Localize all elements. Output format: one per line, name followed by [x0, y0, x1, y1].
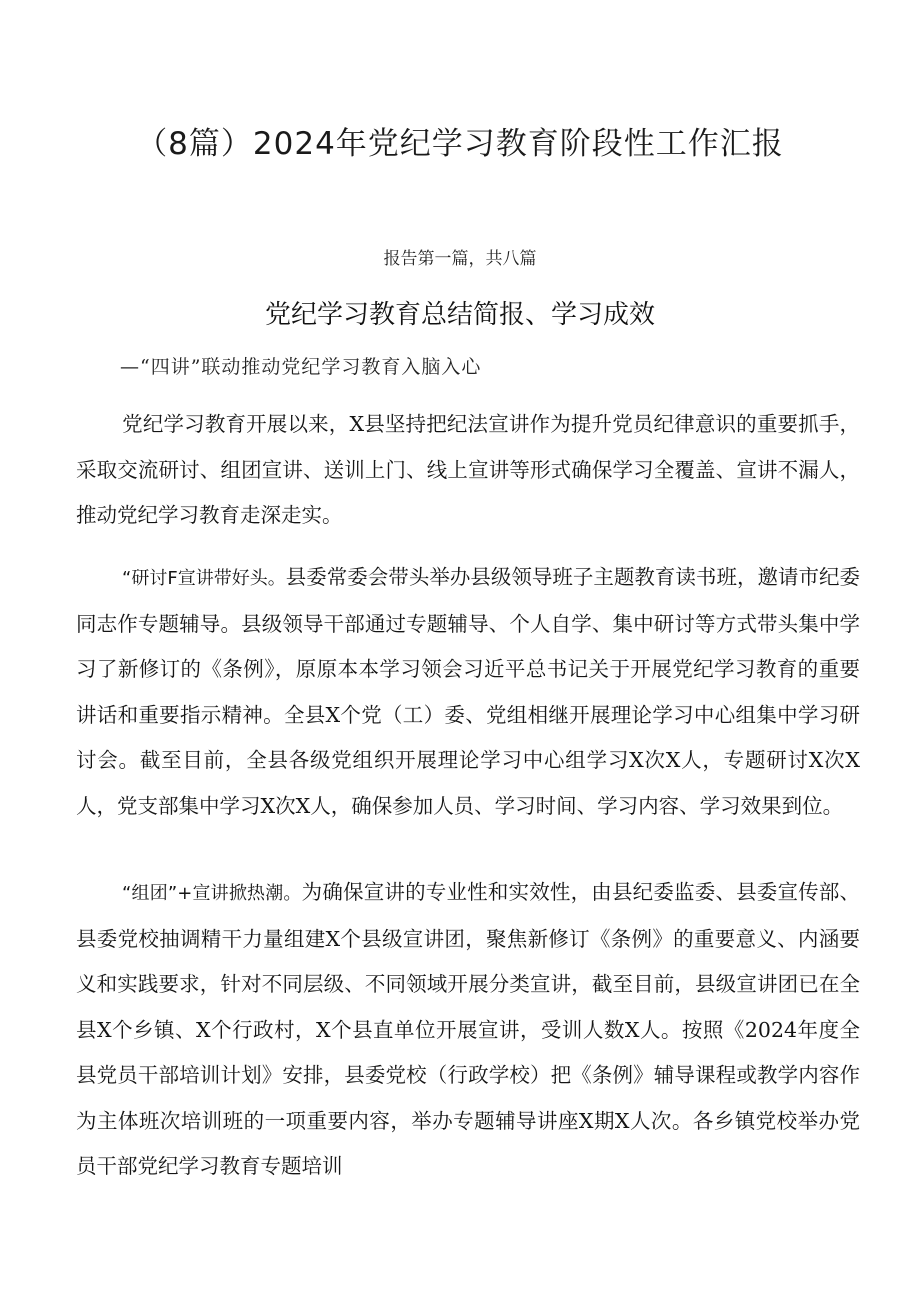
paragraph-lead: “研讨F宣讲带好头。 [122, 568, 286, 589]
part-label: 报告第一篇，共八篇 [383, 249, 537, 269]
paragraph-lead: “组团”+宣讲掀热潮。 [122, 883, 302, 904]
section-tagline: —“四讲”联动推动党纪学习教育入脑入心 [120, 356, 482, 378]
paragraph-text: 为确保宣讲的专业性和实效性，由县纪委监委、县委宣传部、县委党校抽调精干力量组建X个县级宣讲团，聚焦新修订《条例》的重要意义、内涵要义和实践要求，针对不同层级、不同领域开展分类宣讲，截至目前，县级宣讲团已在全县X个乡镇、X个行政村，X个县直单位开展宣讲，受训人数X人。按照《2024年度全县党员干部培训计划》安排，县委党校（行政学校）把《条例》辅导课程或教学内容作为主体班次培训班的一项重要内容，举办专题辅导讲座X期X人次。各乡镇党校举办党员干部党纪学习教育专题培训 [76, 880, 861, 1178]
paragraph-2 [76, 555, 860, 829]
paragraph-text: 县委常委会带头举办县级领导班子主题教育读书班，邀请市纪委同志作专题辅导。县级领导干部通过专题辅导、个人自学、集中研讨等方式带头集中学习了新修订的《条例》，原原本本学习领会习近平总书记关于开展党纪学习教育的重要讲话和重要指示精神。全县X个党（工）委、党组相继开展理论学习中心组集中学习研讨会。截至目前，全县各级党组织开展理论学习中心组学习X次X人，专题研讨X次X人，党支部集中学习X次X人，确保参加人员、学习时间、学习内容、学习效果到位。 [76, 565, 860, 818]
section-heading: 党纪学习教育总结简报、学习成效 [264, 300, 655, 330]
paragraph-1 [76, 402, 860, 539]
document-title: （8篇）2024年党纪学习教育阶段性工作汇报 [136, 126, 784, 162]
paragraph-3 [76, 870, 860, 1190]
paragraph-text: 党纪学习教育开展以来，X县坚持把纪法宣讲作为提升党员纪律意识的重要抓手，采取交流研讨、组团宣讲、送训上门、线上宣讲等形式确保学习全覆盖、宣讲不漏人，推动党纪学习教育走深走实。 [76, 412, 860, 527]
